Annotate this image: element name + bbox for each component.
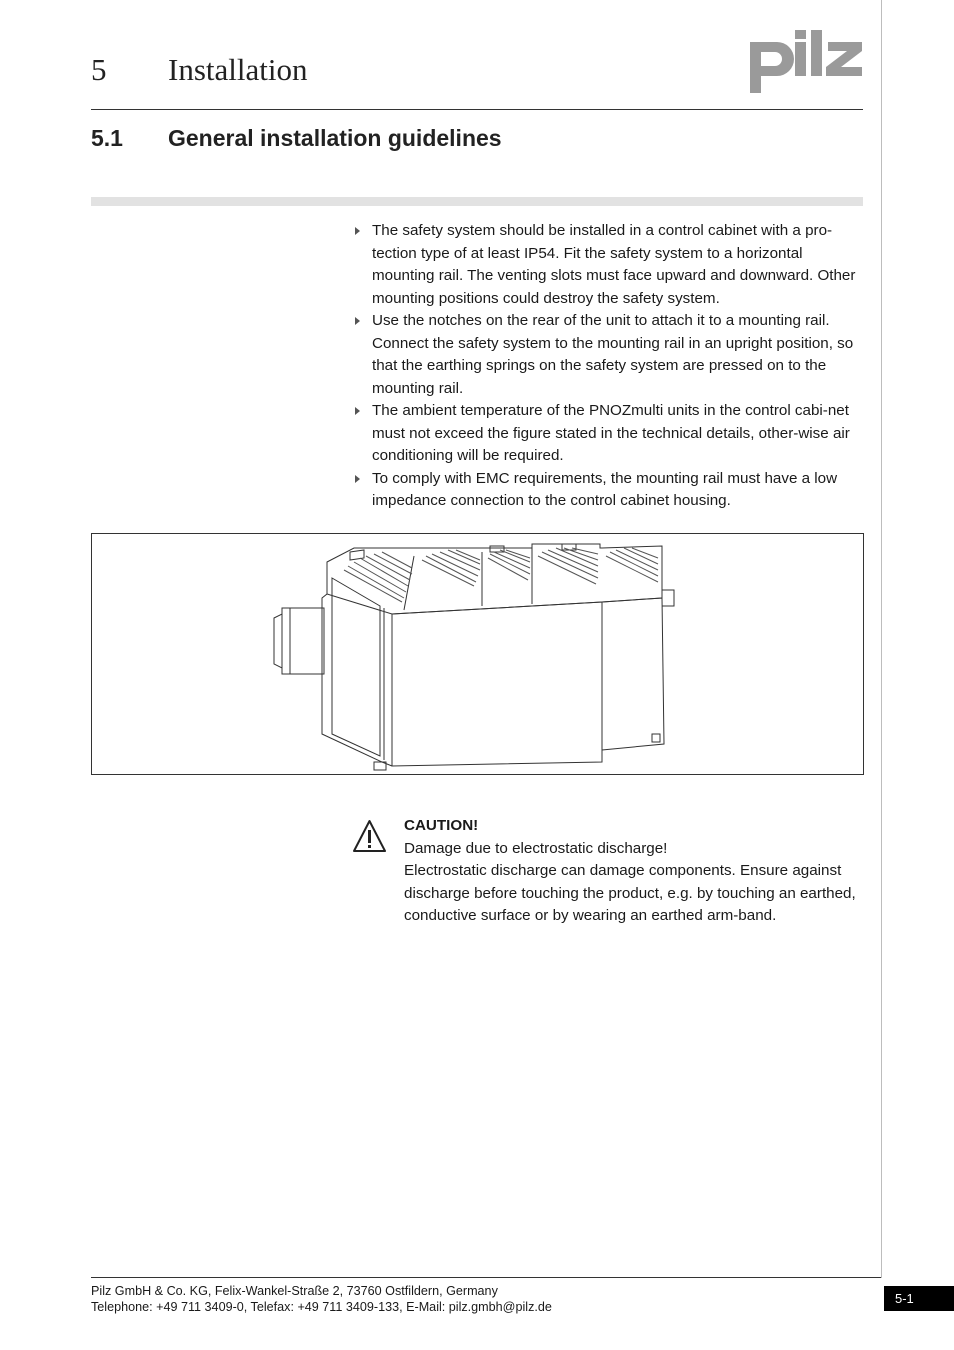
list-item: Use the notches on the rear of the unit to attach it to a mounting rail. Connect the safety system to the mounting rail in an upright position, so that the earthing springs on the safety system are pressed on to the mounting rail. [355,310,865,400]
bullet-arrow-icon [355,407,360,415]
bullet-arrow-icon [355,227,360,235]
pilz-logo [748,28,866,94]
header-rule [91,109,863,110]
section-number: 5.1 [91,125,123,151]
footer [91,1283,552,1315]
chapter-title: Installation [168,52,308,87]
caution-text: Electrostatic discharge can damage components. Ensure against discharge before touching the product, e.g. by touching an earthed, conductive surface or by wearing an earthed arm-band. [404,862,856,924]
warning-triangle-icon [352,819,387,854]
list-item: To comply with EMC requirements, the mounting rail must have a low impedance connection to the control cabinet housing. [355,468,865,513]
caution-box [404,815,864,928]
right-margin-rule [881,0,882,1278]
footer-address: Pilz GmbH & Co. KG, Felix-Wankel-Straße 2, 73760 Ostfildern, Germany [91,1284,498,1298]
caution-subtitle: Damage due to electrostatic discharge! [404,839,668,857]
list-item: The safety system should be installed in a control cabinet with a pro-tection type of at least IP54. Fit the safety system to a horizontal mounting rail. The venting slots must face upward and downward. Other mounting positions could destroy the safety system. [355,220,865,310]
bullet-arrow-icon [355,317,360,325]
bullet-arrow-icon [355,475,360,483]
section-heading [91,125,502,152]
chapter-heading [91,52,307,88]
page-number: 5-1 [884,1286,954,1311]
mounting-figure [91,533,864,775]
chapter-number: 5 [91,52,107,87]
mounting-rail-units-illustration [92,534,863,774]
list-item: The ambient temperature of the PNOZmulti units in the control cabi-net must not exceed the figure stated in the technical details, other-wise air conditioning will be required. [355,400,865,468]
caution-title: CAUTION! [404,817,479,834]
footer-contact: Telephone: +49 711 3409-0, Telefax: +49 711 3409-133, E-Mail: pilz.gmbh@pilz.de [91,1300,552,1314]
footer-rule [91,1277,881,1278]
guidelines-list [355,220,865,513]
section-title: General installation guidelines [168,125,502,151]
section-band [91,197,863,206]
